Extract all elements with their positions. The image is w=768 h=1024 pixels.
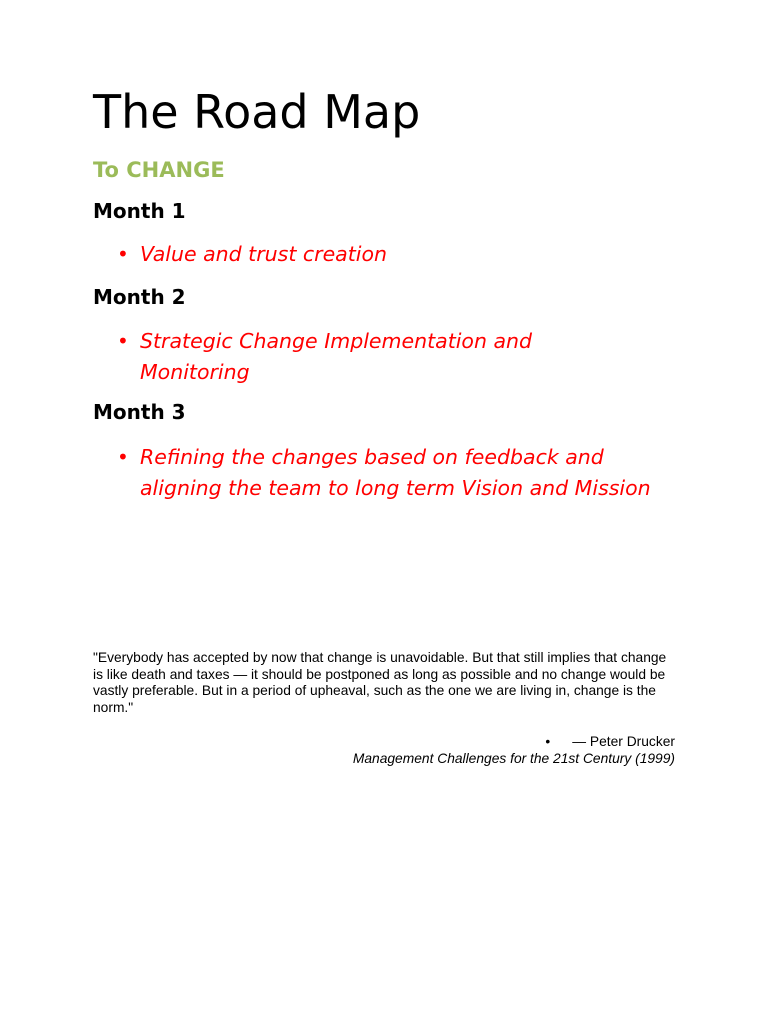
bullet-icon: •: [117, 445, 129, 469]
document-page: [93, 0, 683, 1024]
page-title: The Road Map: [93, 85, 421, 139]
month-1-item-text: Value and trust creation: [140, 242, 388, 266]
month-1-heading: Month 1: [93, 199, 186, 223]
month-3-heading: Month 3: [93, 400, 186, 424]
month-2-heading: Month 2: [93, 285, 186, 309]
page-subtitle: To CHANGE: [93, 158, 225, 182]
quote-author: — Peter Drucker: [572, 734, 675, 749]
quote-source: Management Challenges for the 21st Century (1999): [352, 751, 675, 766]
quote-attribution: [353, 733, 675, 767]
quote-bullet: •: [545, 734, 551, 749]
quote-text: "Everybody has accepted by now that change is unavoidable. But that still implies that change is like death and taxes — it should be postponed as long as possible and no change would be vastly preferable. But in a period of upheaval, such as the one we are living in, change is the norm.": [93, 650, 667, 716]
month-3-item-text: Refining the changes based on feedback and aligning the team to long term Vision and Mission: [140, 445, 651, 500]
month-2-item-text: Strategic Change Implementation and Monitoring: [140, 329, 533, 384]
bullet-icon: •: [117, 329, 129, 353]
quote-author-line: [353, 733, 675, 750]
bullet-icon: •: [117, 242, 129, 266]
